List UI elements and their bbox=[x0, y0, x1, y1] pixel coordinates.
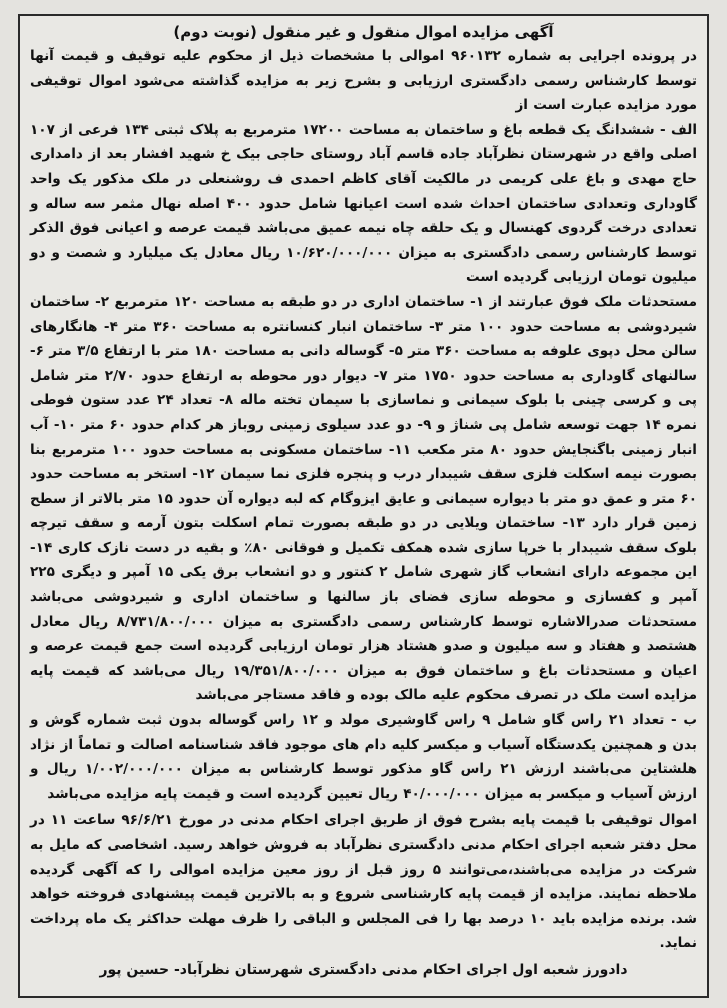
signature-line: دادورز شعبه اول اجرای احکام مدنی دادگستری شهرستان نظرآباد- حسین پور bbox=[99, 961, 628, 978]
item-b-livestock: ب - تعداد ۲۱ راس گاو شامل ۹ راس گاوشیری مولد و ۱۲ راس گوساله بدون ثبت شماره گوش و بدن و همچنین یکدستگاه آسیاب و میکسر کلیه دام های موجود فاقد شناسنامه اصالت و تماماً از نژاد هلشتاین می‌باشند ارزش ۲۱ راس گاو مذکور توسط کارشناس به میزان ۱/۰۰۲/۰۰۰/۰۰۰ ریال و ارزش آسیاب و میکسر به میزان ۴۰/۰۰۰/۰۰۰ ریال تعیین گردیده است و قیمت پایه مزایده می‌باشد bbox=[30, 712, 698, 802]
notice-intro: در پرونده اجرایی به شماره ۹۶۰۱۳۲ اموالی با مشخصات ذیل از محکوم علیه توقیف و قیمت آنها توسط کارشناس رسمی دادگستری ارزیابی و بشرح زیر به مزایده گذاشته می‌شود اموال توقیفی مورد مزایده عبارت است از bbox=[30, 48, 697, 114]
auction-details: اموال توقیفی با قیمت پایه بشرح فوق از طریق اجرای احکام مدنی در مورخ ۹۶/۶/۲۱ ساعت ۱۱ در محل دفتر شعبه اجرای احکام مدنی دادگستری نظرآباد به فروش خواهد رسید. اشخاصی که مایل به شرکت در مزایده می‌باشند،می‌توانند ۵ روز قبل از روز معین مزایده اموالی را که آگهی گردیده ملاحظه نمایند. مزایده از قیمت پایه کارشناسی شروع و به بالاترین قیمت پیشنهادی فروخته خواهد شد. برنده مزایده باید ۱۰ درصد بها را فی المجلس و الباقی را ظرف مهلت حداکثر یک ماه پرداخت نماید. bbox=[30, 812, 698, 952]
notice-title: آگهی مزایده اموال منقول و غیر منقول (نوبت دوم) bbox=[173, 23, 554, 41]
notice-box bbox=[18, 14, 709, 998]
item-a-orchard: الف - ششدانگ یک قطعه باغ و ساختمان به مساحت ۱۷۲۰۰ مترمربع به پلاک ثبتی ۱۳۴ فرعی از ۱۰۷ اصلی واقع در شهرستان نظرآباد جاده قاسم آباد روستای حاجی بیک خ شهید افشار بعد از دامداری حاج مهدی و باغ علی کریمی در مالکیت آقای کاظم احمدی ف روشنعلی در ملک مذکور یک واحد گاوداری وتعدادی ساختمان احداث شده است اعیانها شامل حدود ۴۰۰ اصله نهال مثمر سه ساله و تعدادی درخت گردوی کهنسال و یک حلقه چاه نیمه عمیق می‌باشد قیمت عرصه و اعیانی فوق الذکر توسط کارشناس رسمی دادگستری به میزان ۱۰/۶۲۰/۰۰۰/۰۰۰ ریال معادل یک میلیارد و شصت و دو میلیون تومان ارزیابی گردیده است bbox=[30, 121, 697, 286]
item-a-buildings: مستحدثات ملک فوق عبارتند از ۱- ساختمان اداری در دو طبقه به مساحت ۱۲۰ مترمربع ۲- ساختمان شیردوشی به مساحت حدود ۱۰۰ متر ۳- ساختمان انبار کنسانتره به مساحت ۳۶۰ متر ۴- هانگارهای سالن محل دپوی علوفه به مساحت ۳۶۰ متر ۵- گوساله دانی به مساحت ۱۸۰ متر با ارتفاع ۳/۵ متر ۶- سالنهای گاوداری به مساحت حدود ۱۷۵۰ متر ۷- دیوار دور محوطه به ارتفاع حدود ۲/۷۰ متر شامل پی و کرسی چینی با بلوک سیمانی و نماسازی با سیمان تخته ماله ۸- تعداد ۲۴ عدد ستون فوطی نمره ۱۴ جهت توسعه شامل پی شناژ و ۹- دو عدد سیلوی زمینی روباز هر کدام حدود ۶۰ متر ۱۰- آب انبار زمینی باگنجایش حدود ۸۰ متر مکعب ۱۱- ساختمان مسکونی به مساحت حدود ۱۰۰ مترمربع بنا بصورت نیمه اسکلت فلزی سقف شیبدار درب و پنجره فلزی نما سیمان ۱۲- استخر به مساحت حدود ۶۰ متر و عمق دو متر با دیواره سیمانی و عایق ایزوگام که لبه دیواره آن حدود ۱۵ متر بالاتر از سطح زمین قرار دارد ۱۳- ساختمان ویلایی در دو طبقه بصورت تمام اسکلت بتون آرمه و سقف تیرچه بلوک سقف شیبدار با خرپا سازی شده همکف تکمیل و فوقانی ۸۰٪ و بقیه در دست نازک کاری ۱۴- این مجموعه دارای انشعاب گاز شهری شامل ۲ کنتور و دو انشعاب برق یکی ۱۵ آمپر و دیگری ۲۲۵ آمپر و کفسازی و محوطه سازی فضای باز سالنها و ساختمان اداری و شیردوشی می‌باشد مستحدثات صدرالاشاره توسط کارشناس رسمی دادگستری به میزان ۸/۷۳۱/۸۰۰/۰۰۰ ریال معادل هشتصد و هفتاد و سه میلیون و صدو هشتاد هزار تومان ارزیابی گردیده است جمع قیمت عرصه و اعیان و مستحدثات باغ و ساختمان فوق به میزان ۱۹/۳۵۱/۸۰۰/۰۰۰ ریال می‌باشد که قیمت پایه مزایده است ملک در تصرف محکوم علیه مالک بوده و فاقد مستاجر می‌باشد bbox=[30, 293, 698, 704]
